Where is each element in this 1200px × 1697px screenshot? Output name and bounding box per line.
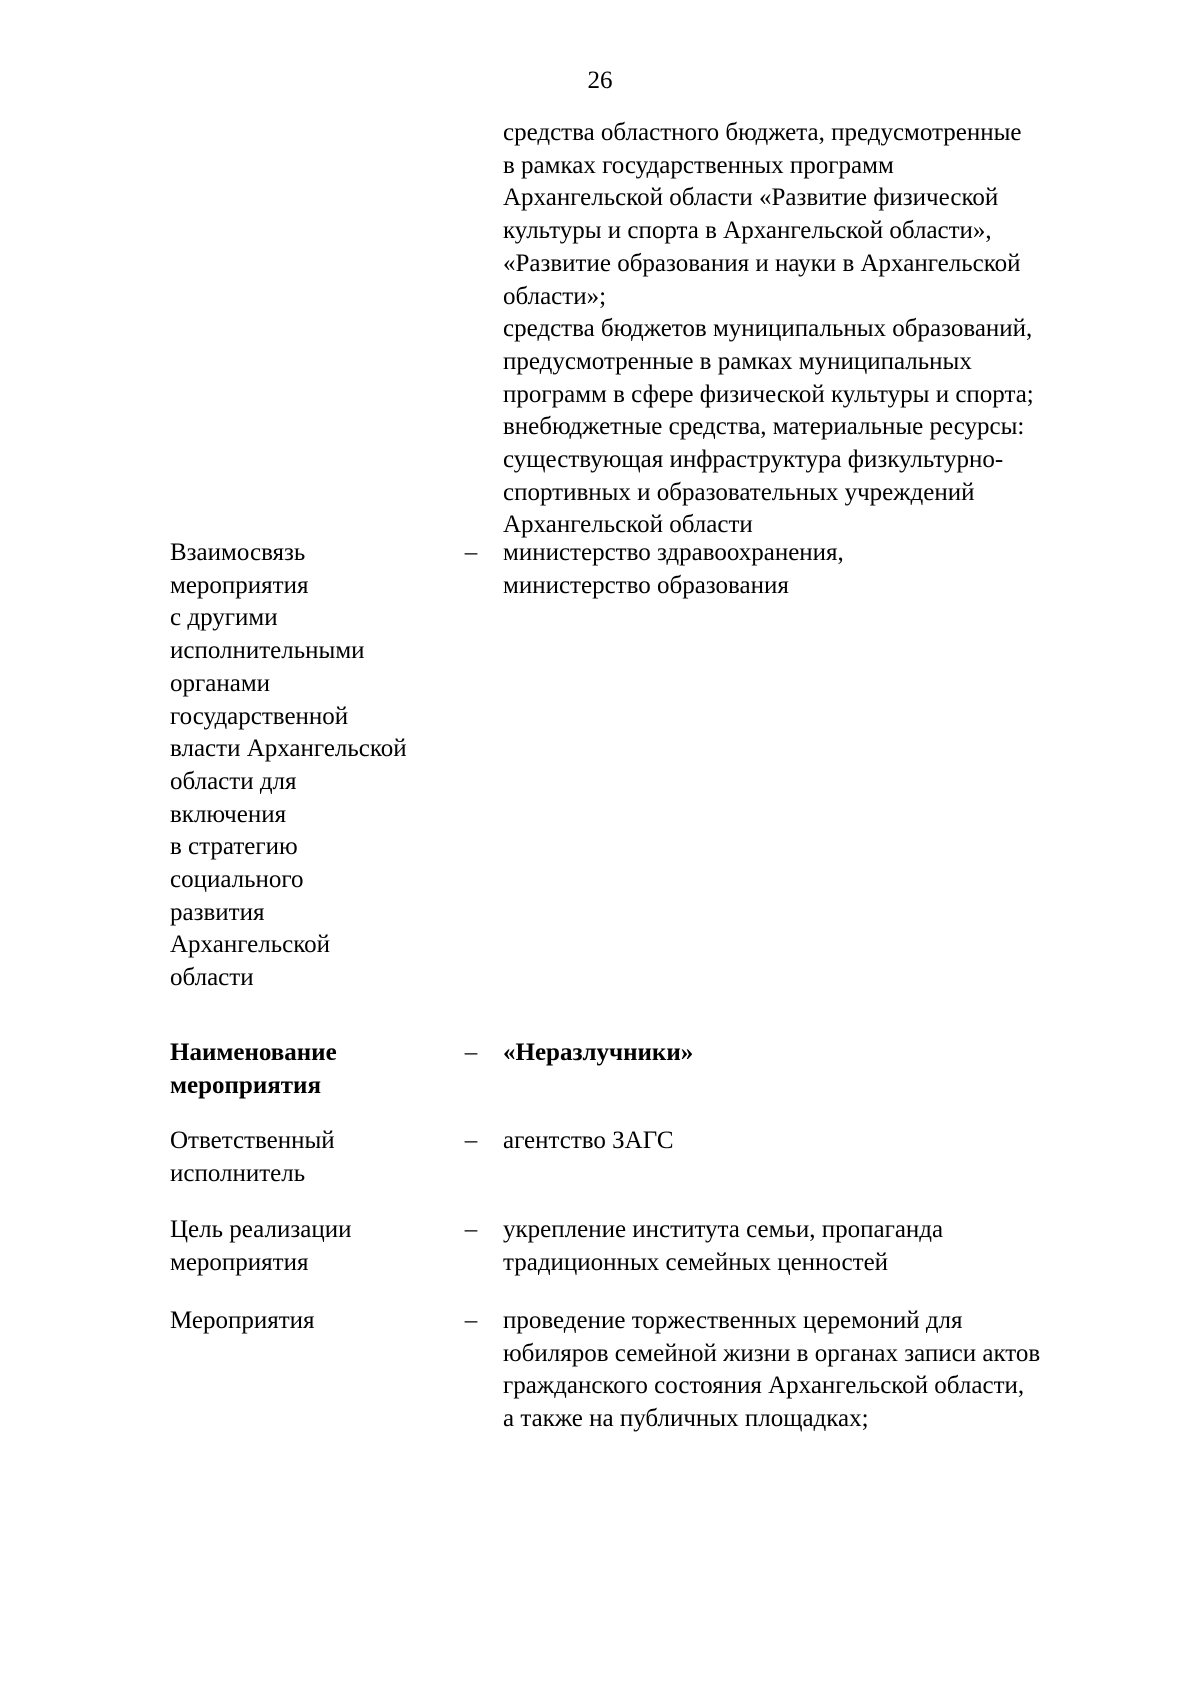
row-value: министерство здравоохранения, министерство образования (503, 539, 844, 599)
row-value: агентство ЗАГС (503, 1127, 674, 1154)
row-dash: – (464, 1216, 478, 1243)
continuation-text: средства областного бюджета, предусмотренные в рамках государственных программ Архангельской области «Развитие физической культуры и спорта в Архангельской области», «Развитие образования и науки в Архангельской области»; средства бюджетов муниципальных образований, предусмотренные в рамках муниципальных программ в сфере физической культуры и спорта; внебюджетные средства, материальные ресурсы: существующая инфраструктура физкультурно- спортивных и образовательных учреждений Архангельской области (503, 119, 1034, 539)
row-value: «Неразлучники» (503, 1039, 694, 1066)
row-label: Взаимосвязь мероприятия с другими исполнительными органами государственной власти Архангельской области для включения в стратегию социального развития Архангельской области (170, 539, 407, 992)
page-number: 26 (587, 67, 613, 94)
row-label: Ответственный исполнитель (170, 1127, 335, 1187)
row-dash: – (464, 1307, 478, 1334)
row-value: проведение торжественных церемоний для юбиляров семейной жизни в органах записи актов гражданского состояния Архангельской области, а также на публичных площадках; (503, 1307, 1041, 1433)
row-label: Цель реализации мероприятия (170, 1216, 352, 1276)
row-value: укрепление института семьи, пропаганда традиционных семейных ценностей (503, 1216, 944, 1276)
row-dash: – (464, 539, 478, 566)
row-label: Наименование мероприятия (170, 1039, 337, 1099)
row-dash: – (464, 1127, 478, 1154)
row-dash: – (464, 1039, 478, 1066)
row-label: Мероприятия (170, 1307, 315, 1334)
